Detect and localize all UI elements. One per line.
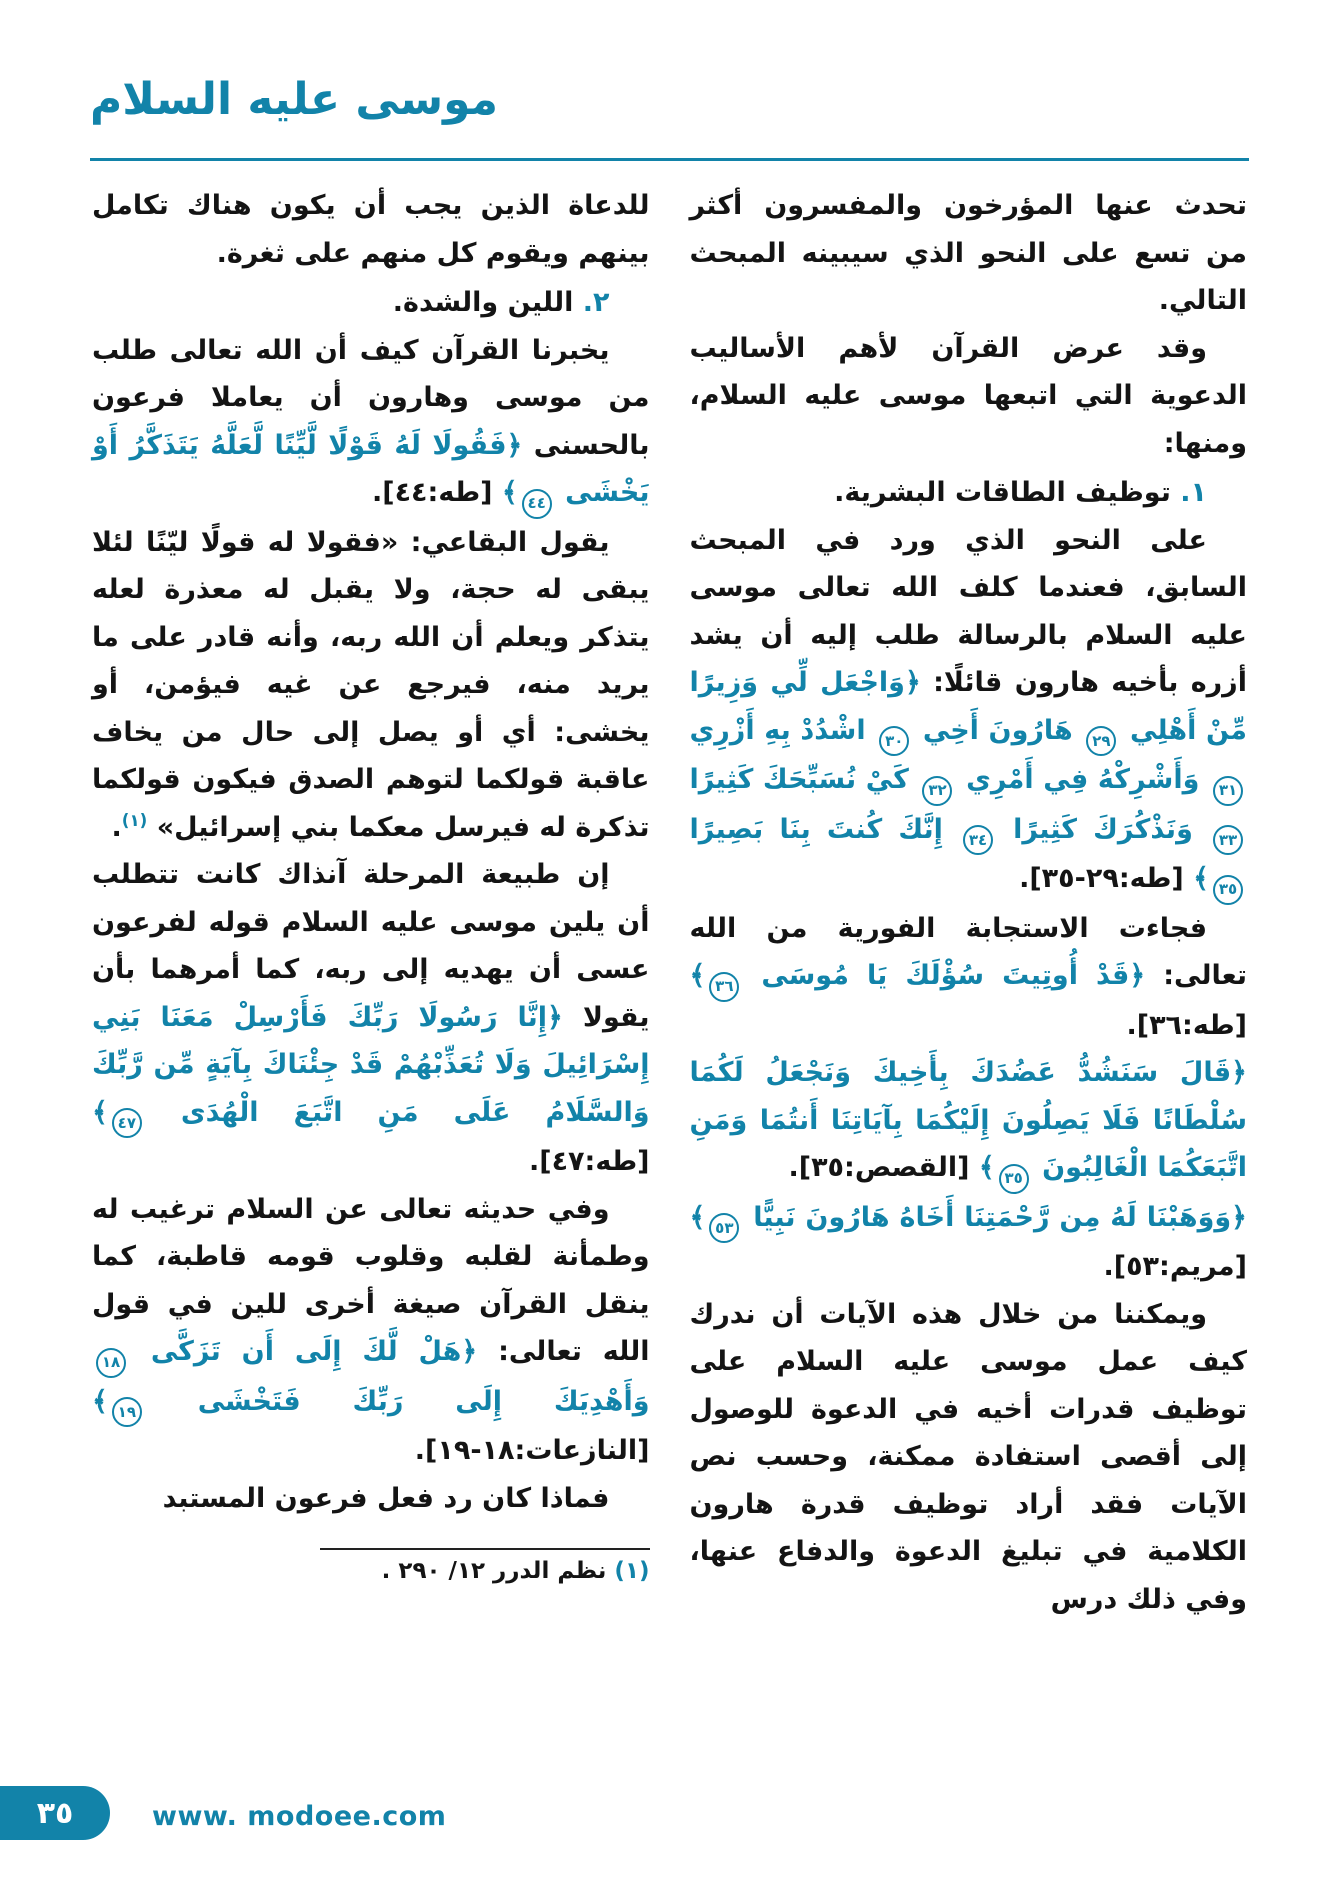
quran-verse: كَيْ نُسَبِّحَكَ كَثِيرًا: [689, 764, 919, 796]
column-left: [92, 182, 650, 1623]
paragraph: [690, 182, 1248, 325]
paragraph: [690, 905, 1248, 1050]
ayah-number-badge: ٥٣: [709, 1213, 739, 1243]
paragraph: [690, 1194, 1248, 1291]
quran-verse: ﴿قَدْ أُوتِيتَ سُؤْلَكَ يَا مُوسَى: [743, 960, 1146, 992]
paragraph: [690, 1291, 1248, 1624]
footnote-divider: [320, 1548, 650, 1550]
quran-verse: ﴾: [978, 1152, 995, 1184]
ayah-number-badge: ٣٦: [709, 972, 739, 1002]
page-content: [92, 182, 1247, 1623]
ayah-number-badge: ٣٠: [879, 726, 909, 756]
verse-reference: [النازعات:١٨-١٩].: [414, 1435, 650, 1467]
footnote-marker: (١): [614, 1558, 650, 1585]
header-divider: [90, 158, 1249, 161]
body-text: يقول البقاعي: «فقولا له قولًا ليّنًا لئلا يبقى له حجة، ولا يقبل له معذرة لعله يتذكر ويعلم أن الله ربه، وأنه قادر على ما يريد منه، فيرجع عن غيه فيؤمن، أو يخشى: أي أو يصل إلى حال من يخاف عاقبة قولكما لتوهم الصدق فيكون قولكما تذكرة له فيرسل معكما بني إسرائيل»: [92, 526, 650, 843]
verse-reference: [طه:٤٤].: [371, 477, 502, 509]
paragraph: [690, 325, 1248, 468]
quran-verse: ﴾: [92, 1385, 108, 1417]
ayah-number-badge: ٣٣: [1213, 825, 1243, 855]
quran-verse: ﴿وَاجْعَل لِّي وَزِيرًا مِّنْ أَهْلِي: [689, 667, 1247, 746]
paragraph: [92, 1186, 650, 1475]
body-text: وفي حديثه تعالى عن السلام ترغيب له وطمأنة لقلبه وقلوب قومه قاطبة، كما ينقل القرآن صيغة أخرى للين في قول الله تعالى:: [92, 1193, 650, 1368]
heading-text: توظيف الطاقات البشرية.: [834, 477, 1171, 509]
page-number-badge: [0, 1786, 110, 1840]
paragraph: [92, 182, 650, 277]
paragraph: [92, 519, 650, 852]
ayah-number-badge: ٣٢: [922, 776, 952, 806]
quran-verse: ﴿هَلْ لَّكَ إِلَى أَن تَزَكَّى: [130, 1336, 478, 1368]
quran-verse: ﴾: [1193, 863, 1209, 895]
ayah-number-badge: ٣١: [1213, 776, 1243, 806]
paragraph: [92, 851, 650, 1186]
ayah-number-badge: ٤٤: [522, 489, 552, 519]
verse-reference: [القصص:٣٥].: [788, 1152, 979, 1184]
quran-verse: ﴿قَالَ سَنَشُدُّ عَضُدَكَ بِأَخِيكَ وَنَجْعَلُ لَكُمَا سُلْطَانًا فَلَا يَصِلُونَ إِلَيْكُمَا بِآيَاتِنَا أَنتُمَا وَمَنِ اتَّبَعَكُمَا الْغَالِبُونَ: [689, 1057, 1247, 1184]
section-heading: [92, 279, 650, 327]
quran-verse: ﴾: [689, 960, 706, 992]
paragraph: [690, 1049, 1248, 1194]
ayah-number-badge: ٢٩: [1086, 726, 1116, 756]
quran-verse: وَنَذْكُرَكَ كَثِيرًا: [997, 813, 1209, 845]
quran-verse: ﴿إِنَّا رَسُولَا رَبِّكَ فَأَرْسِلْ مَعَنَا بَنِي إِسْرَائِيلَ وَلَا تُعَذِّبْهُمْ قَدْ جِئْنَاكَ بِآيَةٍ مِّن رَّبِّكَ وَالسَّلَامُ عَلَى مَنِ اتَّبَعَ الْهُدَى: [92, 1001, 650, 1128]
ayah-number-badge: ٤٧: [112, 1108, 142, 1138]
paragraph: [690, 517, 1248, 905]
paragraph: [92, 1475, 650, 1523]
quran-verse: ﴿فَقُولَا لَهُ قَوْلًا لَّيِّنًا لَّعَلَّهُ يَتَذَكَّرُ أَوْ يَخْشَى: [92, 429, 650, 509]
ayah-number-badge: ٣٥: [999, 1164, 1029, 1194]
column-right: [690, 182, 1248, 1623]
verse-reference: [طه:٢٩-٣٥].: [1019, 863, 1194, 895]
footnote: [92, 1558, 650, 1584]
body-text: ويمكننا من خلال هذه الآيات أن ندرك كيف عمل موسى عليه السلام على توظيف قدرات أخيه في الدعوة للوصول إلى أقصى استفادة ممكنة، وحسب نص الآيات فقد أراد توظيف قدرة هارون الكلامية في تبليغ الدعوة والدفاع عنها، وفي ذلك درس: [689, 1298, 1247, 1615]
body-text: إن طبيعة المرحلة آنذاك كانت تتطلب أن يلين موسى عليه السلام قوله لفرعون عسى أن يهديه إلى ربه، كما أمرهما بأن يقولا: [92, 859, 650, 1033]
verse-reference: [طه:٤٧].: [528, 1146, 650, 1178]
body-text: تحدث عنها المؤرخون والمفسرون أكثر من تسع على النحو الذي سيبينه المبحث التالي.: [689, 190, 1247, 317]
heading-number: ٢.: [573, 287, 610, 319]
footnote-text: نظم الدرر ١٢/ ٢٩٠ .: [381, 1558, 615, 1585]
body-text: للدعاة الذين يجب أن يكون هناك تكامل بينهم ويقوم كل منهم على ثغرة.: [92, 190, 650, 269]
footnote-marker: (١): [121, 809, 148, 830]
page-title: موسى عليه السلام: [90, 74, 498, 125]
quran-verse: هَارُونَ أَخِي: [913, 714, 1083, 746]
quran-verse: ﴿وَوَهَبْنَا لَهُ مِن رَّحْمَتِنَا أَخَاهُ هَارُونَ نَبِيًّا: [743, 1201, 1247, 1233]
quran-verse: وَأَهْدِيَكَ إِلَى رَبِّكَ فَتَخْشَى: [145, 1385, 650, 1417]
body-text: على النحو الذي ورد في المبحث السابق، فعندما كلف الله تعالى موسى عليه السلام بالرسالة طلب إليه أن يشد أزره بأخيه هارون قائلًا:: [689, 524, 1247, 699]
section-heading: [690, 469, 1248, 517]
verse-reference: [مريم:٥٣].: [1103, 1251, 1247, 1283]
quran-verse: إِنَّكَ كُنتَ بِنَا بَصِيرًا: [689, 813, 960, 845]
paragraph: [92, 327, 650, 519]
body-text: يخبرنا القرآن كيف أن الله تعالى طلب من موسى وهارون أن يعاملا فرعون بالحسنى: [92, 334, 650, 461]
verse-reference: [طه:٣٦].: [1126, 1009, 1247, 1041]
ayah-number-badge: ٣٥: [1213, 875, 1243, 905]
body-text: .: [111, 811, 122, 843]
ayah-number-badge: ١٨: [96, 1348, 126, 1378]
body-text: وقد عرض القرآن لأهم الأساليب الدعوية التي اتبعها موسى عليه السلام، ومنها:: [689, 332, 1247, 459]
quran-verse: ﴾: [501, 477, 518, 509]
quran-verse: ﴾: [92, 1096, 108, 1128]
heading-text: اللين والشدة.: [392, 287, 574, 319]
quran-verse: وَأَشْرِكْهُ فِي أَمْرِي: [956, 764, 1209, 796]
body-text: فجاءت الاستجابة الفورية من الله تعالى:: [689, 912, 1247, 992]
ayah-number-badge: ١٩: [112, 1397, 142, 1427]
ayah-number-badge: ٣٤: [963, 825, 993, 855]
heading-number: ١.: [1170, 477, 1207, 509]
quran-verse: اشْدُدْ بِهِ أَزْرِي: [689, 714, 876, 746]
quran-verse: ﴾: [689, 1201, 706, 1233]
website-url: www. modoee.com: [152, 1801, 447, 1832]
page-number: ٣٥: [36, 1795, 74, 1831]
body-text: فماذا كان رد فعل فرعون المستبد: [162, 1482, 610, 1514]
